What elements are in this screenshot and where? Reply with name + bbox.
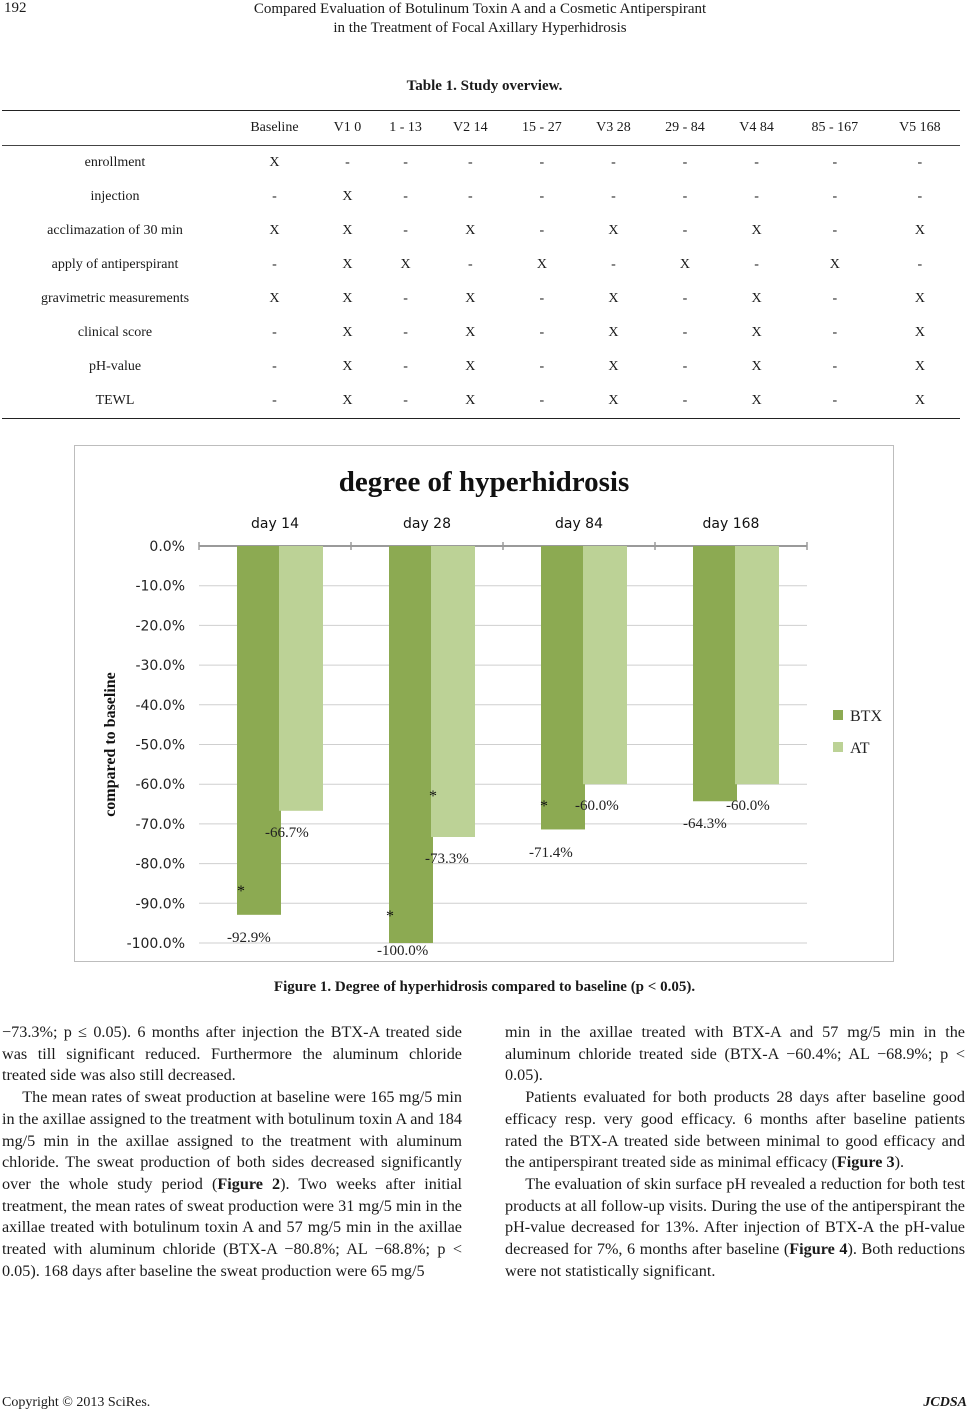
table-cell: - [272,257,277,272]
table-cell: - [611,189,616,204]
table-cell: - [272,359,277,374]
category-label: day 84 [554,516,604,532]
table-cell: X [608,325,619,340]
journal-name: JCDSA [923,1395,967,1410]
table-cell: - [647,384,723,419]
table-cell: - [228,384,321,419]
table-cell: X [829,257,840,272]
table-cell: X [400,257,411,272]
table-cell: - [754,189,759,204]
table-cell: - [832,291,838,306]
table-cell: - [539,325,545,340]
btx-bar [389,546,433,943]
table-cell: - [468,155,473,170]
table-cell: X [751,291,762,306]
table-cell: X [751,223,762,238]
category-label: day 168 [702,516,760,532]
y-tick-label: -10.0% [135,578,185,595]
column-header: 15 - 27 [504,111,580,146]
table-cell: - [539,359,545,374]
y-tick-label: -90.0% [135,896,185,913]
table-cell: - [682,291,688,306]
at-bar [279,546,323,811]
column-header: V4 84 [723,111,790,146]
table-row [2,384,960,419]
paragraph [505,1087,965,1174]
legend-label-at: AT [850,740,870,757]
at-data-label: -73.3% [425,851,469,867]
table-caption: Table 1. Study overview. [406,78,563,94]
table-cell: - [403,325,408,340]
table-cell: - [754,257,759,272]
table-cell: - [682,155,688,170]
paragraph-text: ). Two weeks after initial treatment, the mean rates of sweat production were 31 mg/5 min in the axillae treated with botulinum toxin A and 57 mg/5 min in the axillae treated with aluminum chloride (BTX-A −80.8%; AL −68.8%; p < 0.05). 168 days after baseline the sweat production were 65 mg/5 [2,1174,463,1280]
table-cell: X [914,291,925,306]
table-body [2,146,960,419]
table-header-row [2,111,960,146]
table-cell: X [880,384,960,419]
table-cell: - [832,155,838,170]
btx-data-label: -100.0% [377,943,429,959]
table-cell: - [272,189,277,204]
table-cell: - [611,257,616,272]
table-cell: X [321,384,374,419]
page-number: 192 [4,0,27,16]
table-row [2,180,960,214]
paragraph [505,1174,965,1283]
table-cell: - [832,189,838,204]
at-bar [583,546,627,784]
table-cell: - [403,359,408,374]
paragraph-text: Patients evaluated for both products 28 days after baseline good efficacy resp. very good efficacy. 6 months after baseline patients rated the BTX-A treated side between minimal to good efficacy and the antiperspirant treated side as minimal efficacy ( [505,1088,965,1172]
table-cell: - [682,223,688,238]
table-cell: X [914,223,925,238]
table-cell: X [342,359,353,374]
at-data-label: -60.0% [575,798,619,814]
table-cell: - [504,384,580,419]
text-column-left [2,1022,462,1282]
hyperhidrosis-bar-chart [75,446,893,961]
paragraph-text: The mean rates of sweat production at baseline were 165 mg/5 min in the axillae assigned to the treatment with botulinum toxin A and 184 mg/5 min in the axillae assigned to the treatment with aluminum chloride. The sweat production of both sides decreased significantly over the whole study period ( [2,1088,462,1193]
text-column-right [505,1022,965,1282]
row-label-cell: apply of antiperspirant [51,257,179,272]
paragraph: min in the axillae treated with BTX-A and 57 mg/5 min in the aluminum chloride treated side (BTX-A −60.4%; AL −68.9%; p < 0.05). [505,1023,965,1085]
y-tick-label: 0.0% [149,539,185,555]
table-cell: X [914,325,925,340]
y-tick-label: -20.0% [135,618,185,635]
table-cell: X [269,291,280,306]
category-label: day 14 [250,516,300,532]
table-cell: - [682,325,688,340]
y-axis-label: compared to baseline [102,672,119,817]
table-cell: X [342,223,353,238]
table-cell: - [539,189,545,204]
table-cell: - [682,359,688,374]
table-cell: - [611,155,616,170]
paragraph: −73.3%; p ≤ 0.05). 6 months after injection the BTX-A treated side was till significant reduced. Furthermore the aluminum chloride treated side was also still decreased. [2,1023,462,1085]
table-cell: X [608,359,619,374]
column-header: V1 0 [321,111,374,146]
copyright-notice: Copyright © 2013 SciRes. [2,1395,151,1410]
table-row [2,146,960,181]
paragraph-text: The evaluation of skin surface pH revealed a reduction for both test products at all follow-up visits. During the use of the antiperspirant the pH-value decreased for 13%. After injection of BTX-A the pH-value decreased for 7%, 6 months after baseline ( [505,1174,965,1259]
btx-data-label: -64.3% [683,816,727,832]
table-cell: - [917,189,923,204]
at-data-label: -60.0% [726,798,770,814]
table-cell: X [465,223,476,238]
y-tick-label: -100.0% [126,936,185,952]
table-cell: - [403,189,408,204]
legend-label-btx: BTX [850,708,882,725]
table-cell: X [608,291,619,306]
btx-data-label: -71.4% [529,845,573,861]
table-cell: X [269,155,280,170]
btx-bar [237,546,281,915]
table-cell: X [465,291,476,306]
row-label-cell: clinical score [77,325,153,340]
y-tick-label: -80.0% [135,856,185,873]
figure-reference: Figure 4 [789,1240,848,1259]
y-tick-label: -60.0% [135,777,185,794]
table-cell: - [374,384,437,419]
significance-marker: * [540,798,548,815]
table-cell: - [403,291,408,306]
row-label-cell: enrollment [84,155,146,170]
figure-1-chart [74,445,894,962]
table-row [2,248,960,282]
table-cell: - [754,155,759,170]
btx-bar [541,546,585,829]
table-cell: X [437,384,504,419]
at-data-label: -66.7% [265,825,309,841]
table-row [2,350,960,384]
table-cell: X [723,384,790,419]
y-tick-label: -70.0% [135,816,185,833]
table-cell: - [832,223,838,238]
column-header: V5 168 [880,111,960,146]
chart-title: degree of hyperhidrosis [338,466,630,498]
table-cell: - [917,257,923,272]
table-cell: X [342,257,353,272]
significance-marker: * [386,908,394,925]
column-header: V2 14 [437,111,504,146]
table-row [2,214,960,248]
table-cell: X [342,325,353,340]
paragraph-text: ). Both reductions were not statistically significant. [505,1240,966,1280]
table-row [2,282,960,316]
table-cell: - [682,189,688,204]
table-cell: - [539,155,545,170]
table-cell: - [272,325,277,340]
table-cell: X [751,359,762,374]
column-header: 85 - 167 [790,111,880,146]
row-label-cell: gravimetric measurements [40,291,190,306]
table-cell: X [608,223,619,238]
paragraph [2,1087,462,1282]
y-tick-label: -30.0% [135,658,185,675]
table-cell: - [345,155,350,170]
paragraph-text: ). [894,1153,904,1172]
column-header: Baseline [228,111,321,146]
table-cell: X [751,325,762,340]
study-overview-table [2,110,960,419]
table-cell: - [403,223,408,238]
row-label-cell: injection [90,189,140,204]
y-tick-label: -50.0% [135,737,185,754]
table-cell: - [832,325,838,340]
table-row [2,316,960,350]
running-title [160,0,800,38]
row-label-cell: pH-value [88,359,142,374]
figure-caption: Figure 1. Degree of hyperhidrosis compared to baseline (p < 0.05). [273,979,696,995]
table-cell: - [917,155,923,170]
table-cell: - [539,291,545,306]
category-label: day 28 [402,516,452,532]
row-label-cell: acclimazation of 30 min [47,223,183,238]
at-bar [735,546,779,784]
figure-reference: Figure 2 [217,1174,281,1193]
table-cell: - [790,384,880,419]
legend-swatch-btx [833,710,843,720]
at-bar [431,546,475,837]
table-cell: X [536,257,547,272]
table-cell: X [465,325,476,340]
running-title-line-2: in the Treatment of Focal Axillary Hyperhidrosis [333,20,627,36]
row-label-cell: TEWL [2,384,228,419]
column-header: V3 28 [580,111,647,146]
table-cell: - [403,155,408,170]
table-cell: X [465,359,476,374]
table-cell: - [468,189,473,204]
figure-reference: Figure 3 [836,1153,895,1172]
column-header: 29 - 84 [647,111,723,146]
running-title-line-1: Compared Evaluation of Botulinum Toxin A and a Cosmetic Antiperspirant [253,1,707,17]
btx-data-label: -92.9% [227,930,271,946]
table-cell: X [679,257,691,272]
table-cell: X [580,384,647,419]
table-cell: X [342,291,353,306]
page-header [0,0,969,44]
table-cell: - [539,223,545,238]
table-cell: X [342,189,353,204]
table-cell: X [269,223,280,238]
legend-swatch-at [833,742,843,752]
significance-marker: * [429,788,437,805]
table-cell: - [468,257,473,272]
significance-marker: * [237,883,245,900]
table-cell: X [914,359,925,374]
y-tick-label: -40.0% [135,697,185,714]
btx-bar [693,546,737,801]
column-header: 1 - 13 [374,111,437,146]
table-cell: - [832,359,838,374]
column-header [2,111,228,146]
